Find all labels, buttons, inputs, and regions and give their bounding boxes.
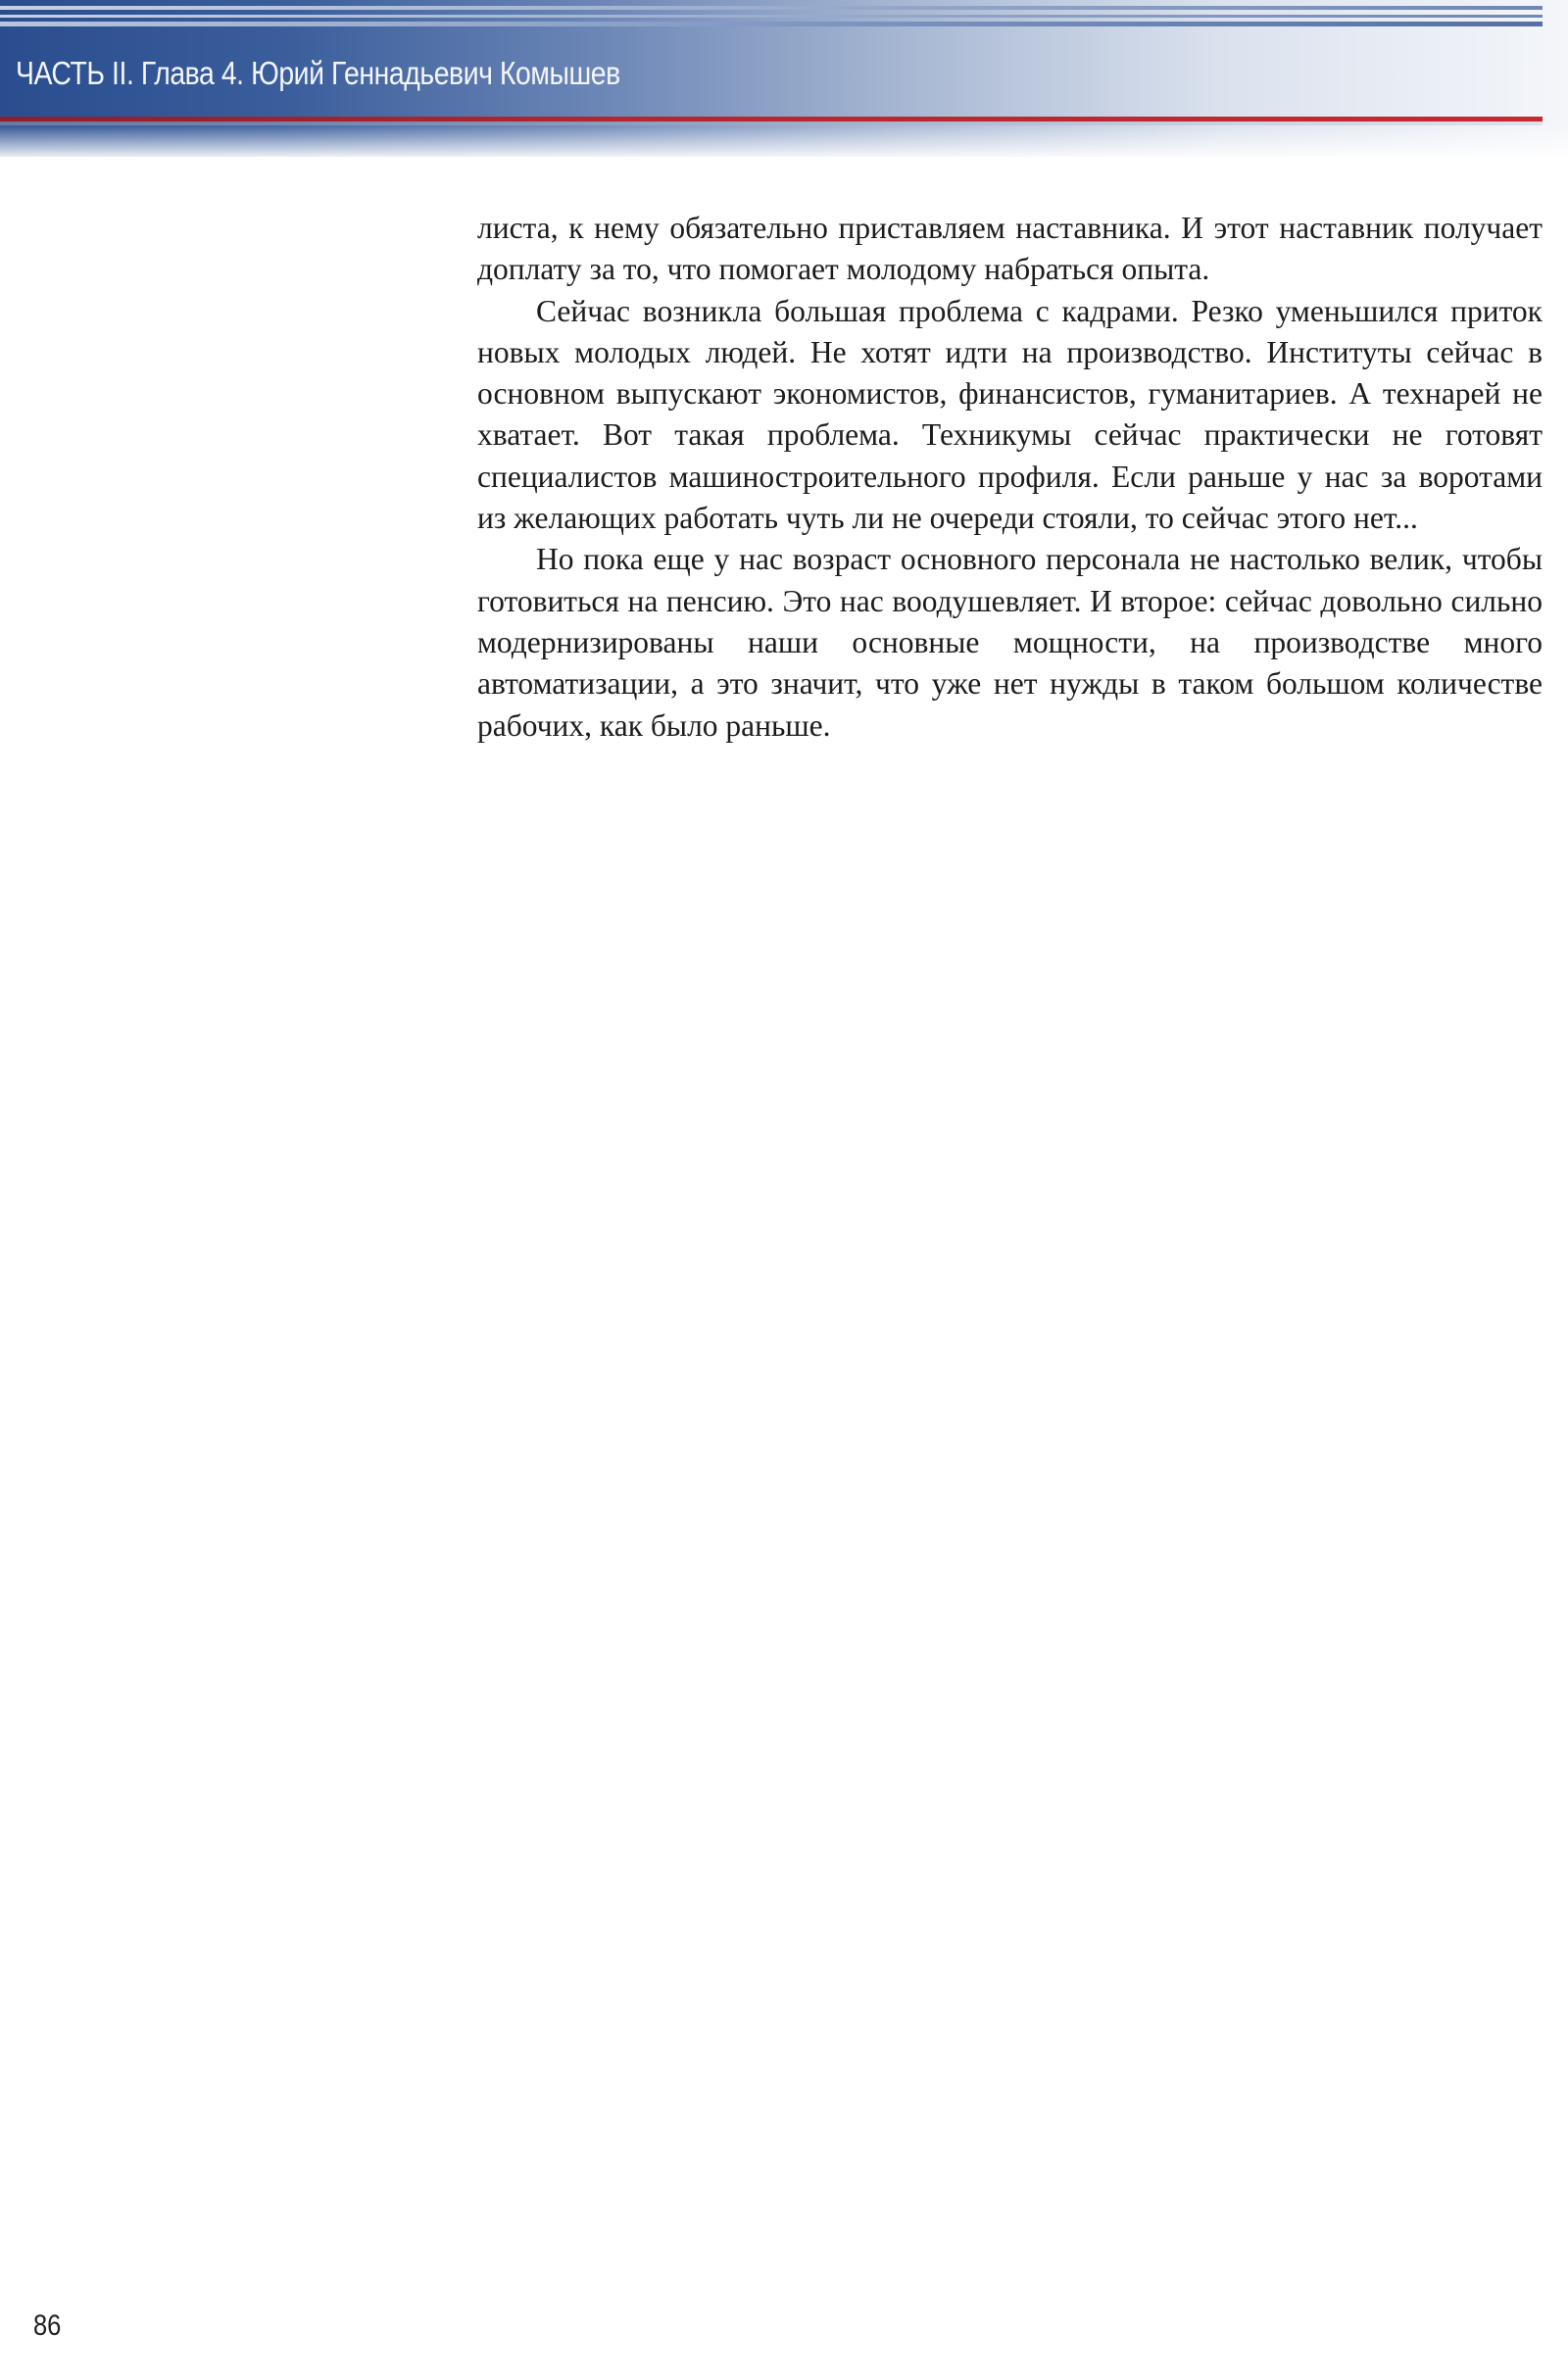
- body-paragraph: Сейчас возникла большая проблема с кадрами. Резко уменьшился приток новых молодых людей. Не хотят идти на производство. Институты сейчас в основном выпускают экономистов, финансистов, гуманитариев. А технарей не хватает. Вот такая проблема. Техникумы сейчас практически не готовят специалистов машиностроительного профиля. Если раньше у нас за воротами из желающих работать чуть ли не очереди стояли, то сейчас этого нет...: [477, 293, 1543, 536]
- body-text-column: [477, 208, 1543, 747]
- running-header-banner: [0, 0, 1568, 157]
- header-decor-stripe: [0, 15, 1543, 18]
- body-paragraph: листа, к нему обязательно приставляем наставника. И этот наставник получает доплату за то, что помогает молодому набраться опыта.: [477, 211, 1543, 287]
- body-paragraph: Но пока еще у нас возраст основного персонала не настолько велик, чтобы готовиться на пенсию. Это нас воодушевляет. И второе: сейчас довольно сильно модернизированы наши основные мощности, на производстве много автоматизации, а это значит, что уже нет нужды в таком большом количестве рабочих, как было раньше.: [477, 542, 1543, 743]
- header-fade: [0, 123, 1568, 157]
- running-header-title: ЧАСТЬ II. Глава 4. Юрий Геннадьевич Комышев: [16, 55, 620, 91]
- header-decor-stripe: [0, 6, 1543, 10]
- page-number: 86: [33, 2309, 62, 2342]
- header-decor-stripe: [0, 22, 1543, 26]
